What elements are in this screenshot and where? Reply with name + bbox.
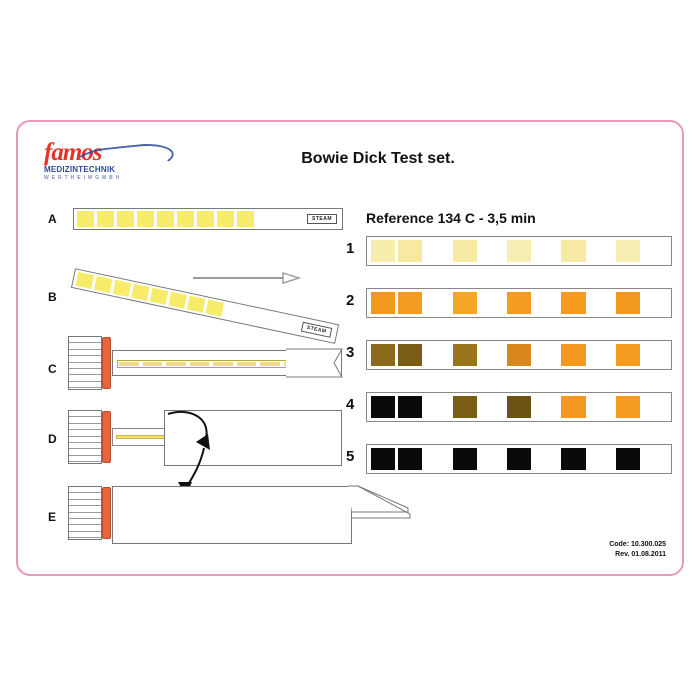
reference-cell: [643, 240, 667, 262]
reference-cell: [616, 448, 640, 470]
step-e-group: [68, 480, 368, 550]
step-label-b: B: [48, 290, 57, 304]
diagram-card: [16, 120, 684, 576]
strip-cell: [131, 284, 150, 301]
reference-strip-4: [366, 392, 672, 422]
reference-cell: [398, 448, 422, 470]
reference-cell: [371, 448, 395, 470]
reference-cell: [371, 396, 395, 418]
reference-cell: [561, 344, 585, 366]
step-c-group: [68, 334, 358, 394]
reference-cell: [453, 240, 477, 262]
famos-logo: [44, 140, 174, 184]
strip-tail: [257, 211, 339, 227]
reference-cell: [561, 448, 585, 470]
reference-cell: [398, 344, 422, 366]
reference-cell: [561, 292, 585, 314]
strip-cell: [113, 280, 132, 297]
reference-cell: [480, 240, 504, 262]
comb-holder-icon: [68, 336, 102, 390]
reference-strip-3: [366, 340, 672, 370]
step-label-c: C: [48, 362, 57, 376]
code-block: [609, 540, 666, 560]
pack-corner-icon: [286, 348, 344, 378]
reference-cell: [534, 448, 558, 470]
reference-cell: [616, 396, 640, 418]
strip-cell: [197, 211, 214, 227]
reference-cell: [398, 396, 422, 418]
strip-cell: [75, 272, 94, 289]
reference-number-3: 3: [346, 344, 355, 361]
code-line-2: Rev. 01.08.2011: [615, 551, 666, 558]
reference-number-2: 2: [346, 292, 355, 309]
reference-number-4: 4: [346, 396, 355, 413]
reference-cell: [589, 344, 613, 366]
reference-strip-1: [366, 236, 672, 266]
reference-cell: [507, 240, 531, 262]
test-pack-e: [112, 486, 352, 544]
insert-arrow-icon: [191, 272, 301, 284]
step-b-group: [73, 262, 353, 335]
step-label-e: E: [48, 510, 57, 524]
reference-cell: [616, 292, 640, 314]
page-title: Bowie Dick Test set.: [301, 150, 455, 167]
steam-tag: STEAM: [301, 322, 332, 338]
reference-cell: [398, 240, 422, 262]
test-strip-a: [73, 208, 343, 230]
reference-cell: [480, 448, 504, 470]
reference-number-1: 1: [346, 240, 355, 257]
strip-cell: [97, 211, 114, 227]
logo-subtitle: MEDIZINTECHNIK: [44, 165, 116, 174]
strip-cell: [217, 211, 234, 227]
code-line-1: Code: 10.300.025: [609, 541, 666, 548]
strip-cell: [206, 300, 225, 317]
reference-cell: [371, 292, 395, 314]
pack-tip-icon: [348, 484, 414, 546]
indicator-bar: [102, 487, 111, 539]
reference-cell: [425, 396, 449, 418]
reference-cell: [534, 292, 558, 314]
strip-cell: [157, 211, 174, 227]
reference-strip-2: [366, 288, 672, 318]
strip-cell: [77, 211, 94, 227]
reference-cell: [507, 292, 531, 314]
reference-cell: [480, 292, 504, 314]
reference-cell: [453, 448, 477, 470]
step-d-group: [68, 406, 358, 486]
strip-cell: [137, 211, 154, 227]
reference-cell: [534, 240, 558, 262]
reference-title: Reference 134 C - 3,5 min: [366, 210, 536, 226]
reference-strip-5: [366, 444, 672, 474]
reference-cell: [507, 344, 531, 366]
reference-cell: [534, 396, 558, 418]
logo-subtitle-2: W E R T H E I M G M B H: [44, 175, 121, 181]
reference-cell: [589, 448, 613, 470]
reference-cell: [480, 396, 504, 418]
reference-cell: [561, 240, 585, 262]
reference-cell: [371, 240, 395, 262]
strip-cell: [150, 288, 169, 305]
reference-cell: [507, 396, 531, 418]
reference-cell: [589, 396, 613, 418]
indicator-bar: [102, 411, 111, 463]
reference-cell: [425, 344, 449, 366]
reference-cell: [534, 344, 558, 366]
comb-holder-icon: [68, 410, 102, 464]
strip-cell: [117, 211, 134, 227]
reference-cell: [616, 240, 640, 262]
strip-cell: [187, 296, 206, 313]
reference-cell: [398, 292, 422, 314]
reference-cell: [589, 240, 613, 262]
reference-cell: [425, 448, 449, 470]
strip-cell: [237, 211, 254, 227]
step-label-a: A: [48, 212, 57, 226]
reference-cell: [643, 344, 667, 366]
reference-cell: [425, 240, 449, 262]
reference-cell: [643, 448, 667, 470]
step-label-d: D: [48, 432, 57, 446]
comb-holder-icon: [68, 486, 102, 540]
reference-cell: [589, 292, 613, 314]
steam-tag: STEAM: [307, 214, 337, 224]
reference-cell: [561, 396, 585, 418]
reference-number-5: 5: [346, 448, 355, 465]
logo-wordmark: famos: [44, 139, 102, 166]
reference-cell: [480, 344, 504, 366]
reference-cell: [453, 344, 477, 366]
reference-cell: [453, 396, 477, 418]
strip-cell: [94, 276, 113, 293]
reference-cell: [371, 344, 395, 366]
strip-cell: [177, 211, 194, 227]
strip-cell: [168, 292, 187, 309]
reference-cell: [616, 344, 640, 366]
reference-cell: [643, 396, 667, 418]
reference-cell: [453, 292, 477, 314]
reference-cell: [643, 292, 667, 314]
reference-cell: [507, 448, 531, 470]
reference-cell: [425, 292, 449, 314]
strip-inside-d: [116, 435, 170, 439]
indicator-bar: [102, 337, 111, 389]
